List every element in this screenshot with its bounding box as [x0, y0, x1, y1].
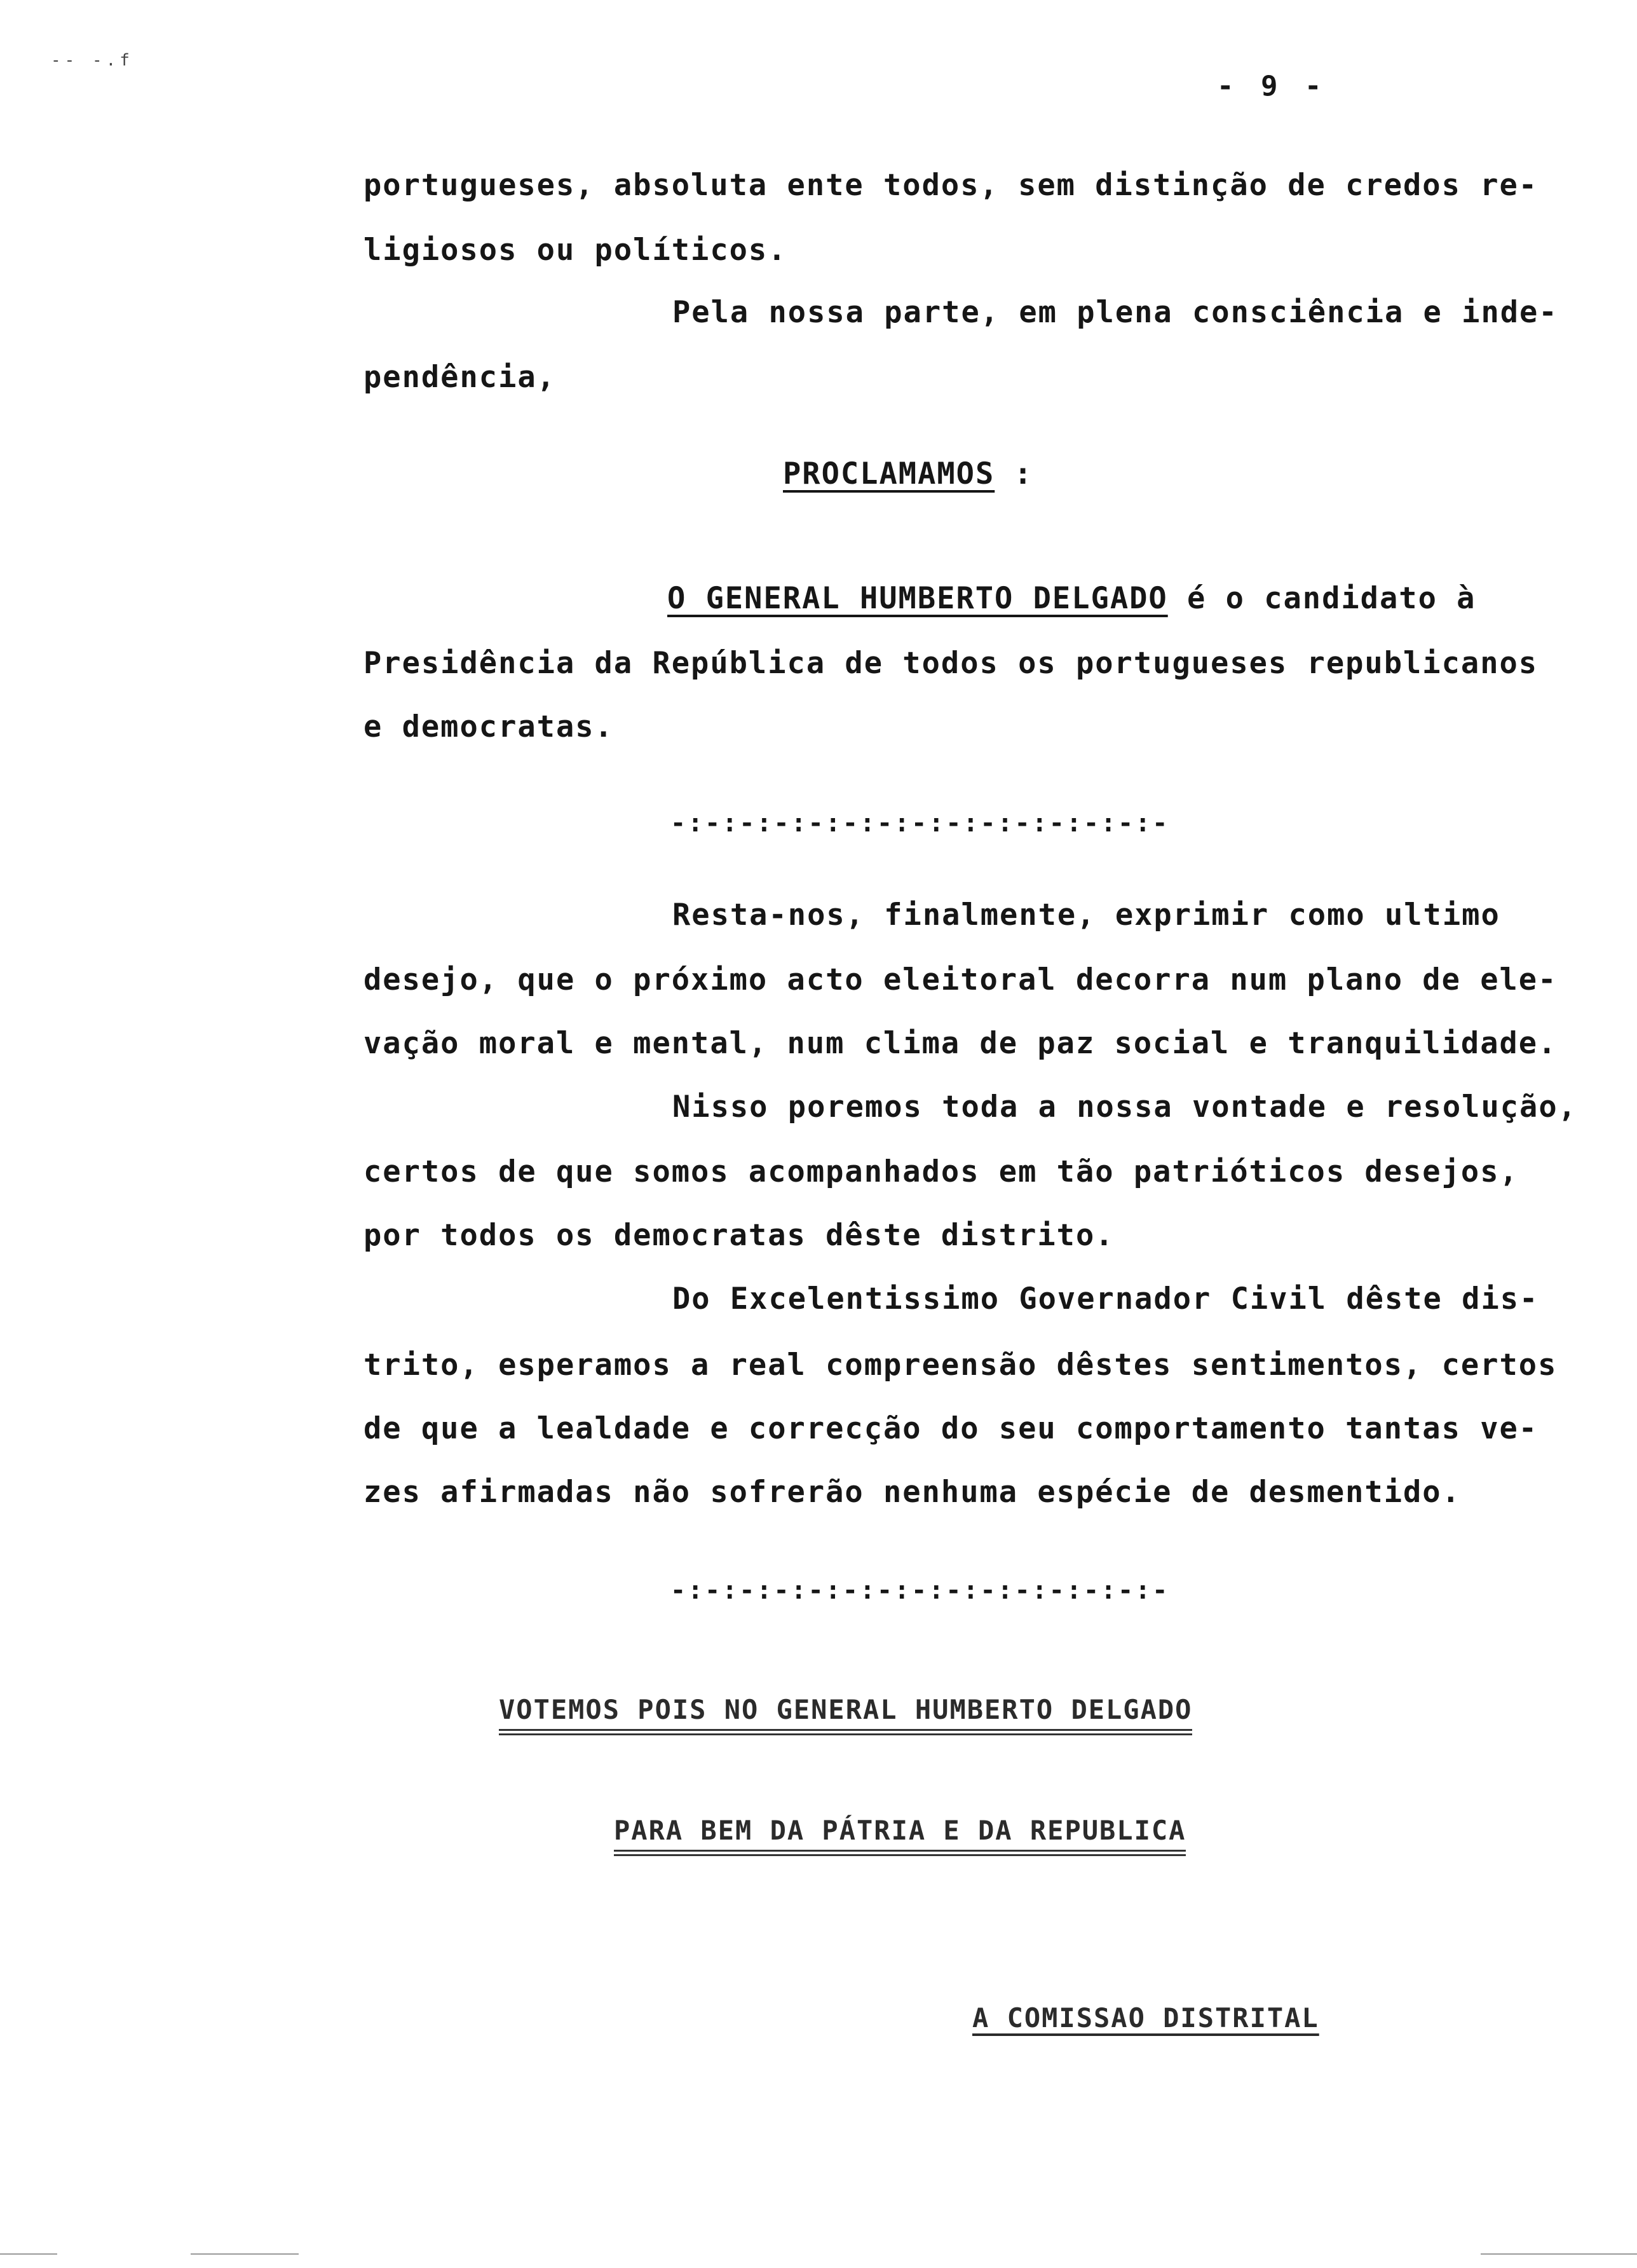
scan-edge-line [0, 2253, 57, 2255]
text-line: Presidência da República de todos os portugueses republicanos [363, 646, 1539, 681]
scan-edge-line [191, 2253, 299, 2255]
candidate-line [667, 580, 1476, 618]
slogan-line [499, 1691, 1192, 1729]
slogan-text: VOTEMOS POIS NO GENERAL HUMBERTO DELGADO [499, 1694, 1192, 1735]
page-number: - 9 - [1217, 70, 1327, 102]
text-line: por todos os democratas dêste distrito. [363, 1218, 1115, 1253]
text-line: Do Excelentissimo Governador Civil dêste dis- [672, 1281, 1539, 1316]
text-segment: é o candidato à [1167, 581, 1476, 616]
text-line: e democratas. [363, 709, 614, 744]
separator: -:-:-:-:-:-:-:-:-:-:-:-:-:-:- [670, 1576, 1170, 1605]
separator: -:-:-:-:-:-:-:-:-:-:-:-:-:-:- [670, 809, 1170, 838]
text-line: desejo, que o próximo acto eleitoral decorra num plano de ele- [363, 962, 1558, 997]
proclamation-word: PROCLAMAMOS [783, 456, 995, 491]
text-line: vação moral e mental, num clima de paz social e tranquilidade. [363, 1026, 1558, 1061]
text-line: trito, esperamos a real compreensão dêstes sentimentos, certos [363, 1348, 1558, 1383]
proclamation-heading [783, 455, 1033, 493]
candidate-name: O GENERAL HUMBERTO DELGADO [667, 581, 1168, 616]
text-line: Nisso poremos toda a nossa vontade e resolução, [672, 1090, 1577, 1124]
text-line: zes afirmadas não sofrerão nenhuma espécie de desmentido. [363, 1475, 1461, 1510]
signature-text: A COMISSAO DISTRITAL [972, 2002, 1319, 2033]
text-line: certos de que somos acompanhados em tão patrióticos desejos, [363, 1154, 1519, 1189]
slogan-text: PARA BEM DA PÁTRIA E DA REPUBLICA [614, 1815, 1186, 1856]
text-line: ligiosos ou políticos. [363, 233, 787, 268]
scan-edge-line [1481, 2253, 1637, 2255]
text-line: de que a lealdade e correcção do seu comportamento tantas ve- [363, 1411, 1539, 1446]
slogan-line [614, 1812, 1186, 1850]
text-line: portugueses, absoluta ente todos, sem distinção de credos re- [363, 168, 1539, 203]
text-line: pendência, [363, 360, 556, 395]
text-line: Resta-nos, finalmente, exprimir como ultimo [672, 898, 1500, 932]
corner-mark: -- -.f [51, 51, 133, 70]
text-line: Pela nossa parte, em plena consciência e inde- [672, 295, 1558, 330]
signature [972, 1999, 1319, 2037]
proclamation-colon: : [995, 456, 1033, 491]
